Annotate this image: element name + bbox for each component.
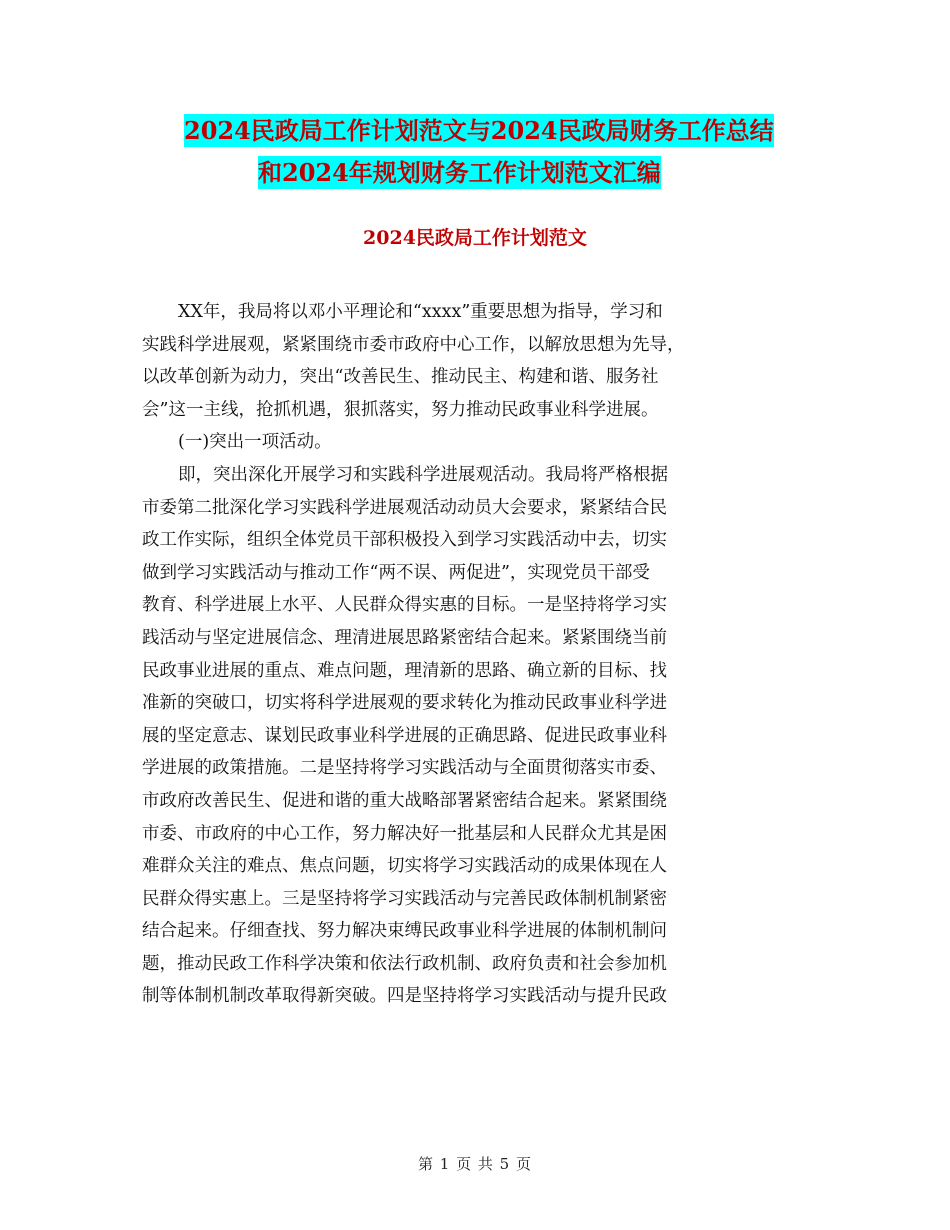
document-title-line-1: [100, 114, 924, 148]
paragraph-line: 民政事业进展的重点、难点问题，理清新的思路、确立新的目标、找: [142, 660, 667, 681]
paragraph-line: 难群众关注的难点、焦点问题，切实将学习实践活动的成果体现在人: [142, 856, 667, 877]
page-footer: 第 1 页 共 5 页: [418, 1155, 532, 1173]
paragraph-line: 市政府改善民生、促进和谐的重大战略部署紧密结合起来。紧紧围绕: [142, 790, 667, 811]
title-highlight: 2024民政局工作计划范文与2024民政局财务工作总结: [184, 116, 774, 145]
paragraph-line: 践活动与坚定进展信念、理清进展思路紧密结合起来。紧紧围绕当前: [142, 627, 667, 648]
paragraph-line: 准新的突破口，切实将科学进展观的要求转化为推动民政事业科学进: [142, 693, 667, 714]
section-heading: 2024民政局工作计划范文: [363, 227, 587, 249]
paragraph-line: 市委第二批深化学习实践科学进展观活动动员大会要求，紧紧结合民: [142, 497, 667, 518]
body-text: [142, 296, 808, 1013]
paragraph-line: XX年，我局将以邓小平理论和“xxxx”重要思想为指导，学习和: [178, 302, 663, 322]
paragraph-line: 以改革创新为动力，突出“改善民生、推动民主、构建和谐、服务社: [142, 367, 659, 388]
paragraph-line: 政工作实际，组织全体党员干部积极投入到学习实践活动中去，切实: [142, 530, 667, 551]
paragraph-line: 市委、市政府的中心工作，努力解决好一批基层和人民群众尤其是困: [142, 823, 667, 844]
title-highlight: 和2024年规划财务工作计划范文汇编: [258, 158, 661, 187]
paragraph-line: 学进展的政策措施。二是坚持将学习实践活动与全面贯彻落实市委、: [142, 758, 667, 779]
paragraph-line: 即，突出深化开展学习和实践科学进展观活动。我局将严格根据: [178, 464, 668, 485]
paragraph-line: 会”这一主线，抢抓机遇，狠抓落实，努力推动民政事业科学进展。: [142, 399, 659, 420]
paragraph-line: 题，推动民政工作科学决策和依法行政机制、政府负责和社会参加机: [142, 953, 667, 974]
paragraph-line: 结合起来。仔细查找、努力解决束缚民政事业科学进展的体制机制问: [142, 921, 667, 942]
paragraph-line: 教育、科学进展上水平、人民群众得实惠的目标。一是坚持将学习实: [142, 595, 667, 616]
document-title-line-2: [258, 156, 858, 190]
paragraph-line: 做到学习实践活动与推动工作“两不误、两促进”，实现党员干部受: [142, 562, 650, 583]
paragraph-line: 实践科学进展观，紧紧围绕市委市政府中心工作，以解放思想为先导，: [142, 334, 685, 355]
paragraph-line: (一)突出一项活动。: [178, 432, 332, 453]
paragraph-line: 制等体制机制改革取得新突破。四是坚持将学习实践活动与提升民政: [142, 986, 667, 1007]
paragraph-line: 民群众得实惠上。三是坚持将学习实践活动与完善民政体制机制紧密: [142, 888, 667, 909]
paragraph-line: 展的坚定意志、谋划民政事业科学进展的正确思路、促进民政事业科: [142, 725, 667, 746]
